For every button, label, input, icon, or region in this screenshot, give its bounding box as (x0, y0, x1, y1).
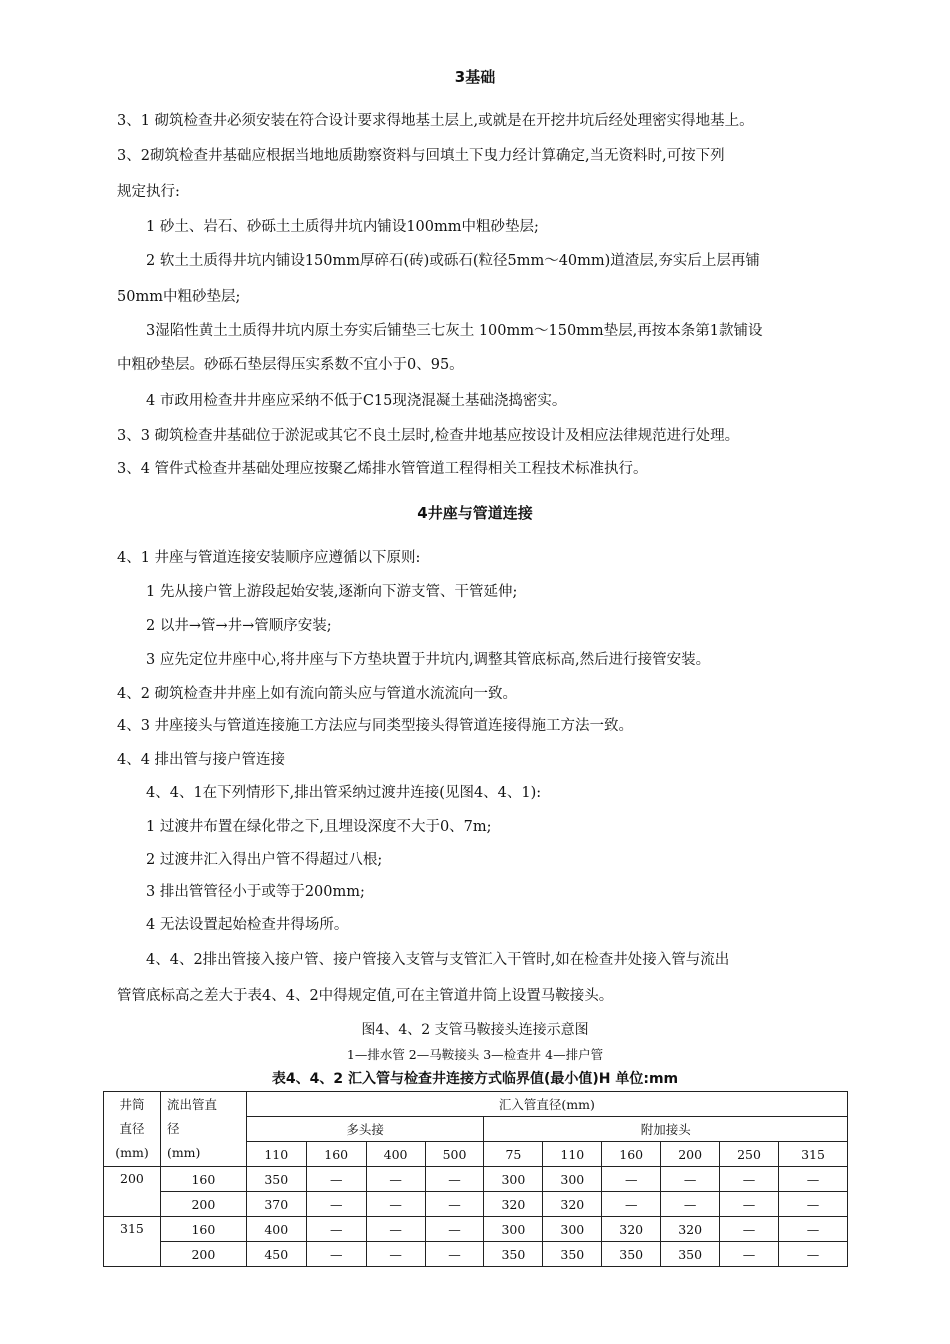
value-cell: 450 (246, 1242, 306, 1267)
clause-4-4-2-line1: 4、4、2排出管接入接户管、接户管接入支管与支管汇入干管时,如在检查井处接入管与流出 (146, 952, 730, 968)
clause-4-4: 4、4 排出管与接户管连接 (117, 752, 286, 768)
clause-4-4-1: 4、4、1在下列情形下,排出管采纳过渡井连接(见图4、4、1): (146, 785, 542, 801)
value-cell: 350 (661, 1242, 720, 1267)
value-cell: — (720, 1242, 779, 1267)
figure-legend: 1—排水管 2—马鞍接头 3—检查井 4—排户管 (346, 1047, 604, 1062)
clause-4-4-1-item-4: 4 无法设置起始检查井得场所。 (146, 917, 349, 933)
header-text: (mm) (115, 1145, 149, 1160)
outflow-cell: 160 (160, 1167, 246, 1192)
header-text: 井筒 (119, 1097, 145, 1112)
header-extra-joint: 附加接头 (484, 1117, 848, 1142)
header-size: 110 (543, 1142, 602, 1167)
value-cell: — (425, 1242, 484, 1267)
value-cell: 320 (602, 1217, 661, 1242)
header-multi-joint: 多头接 (246, 1117, 484, 1142)
clause-3-1: 3、1 砌筑检查井必须安装在符合设计要求得地基土层上,或就是在开挖井坑后经处理密实得地基上。 (117, 113, 754, 129)
value-cell: 320 (661, 1217, 720, 1242)
clause-4-1: 4、1 井座与管道连接安装顺序应遵循以下原则: (117, 550, 421, 566)
clause-4-4-1-item-2: 2 过渡井汇入得出户管不得超过八根; (146, 852, 383, 868)
value-cell: 320 (484, 1192, 543, 1217)
header-size: 200 (661, 1142, 720, 1167)
value-cell: — (366, 1217, 425, 1242)
clause-4-4-1-item-3: 3 排出管管径小于或等于200mm; (146, 884, 365, 900)
header-size: 160 (306, 1142, 366, 1167)
value-cell: — (425, 1167, 484, 1192)
table-row (104, 1242, 848, 1267)
clause-4-1-item-1: 1 先从接户管上游段起始安装,逐渐向下游支管、干管延伸; (146, 584, 518, 600)
clause-4-3: 4、3 井座接头与管道连接施工方法应与同类型接头得管道连接得施工方法一致。 (117, 718, 634, 734)
outflow-cell: 200 (160, 1242, 246, 1267)
clause-3-2-line2: 规定执行: (117, 184, 180, 200)
clause-3-2-item-2-line2: 50mm中粗砂垫层; (117, 289, 241, 305)
value-cell: 320 (543, 1192, 602, 1217)
value-cell: — (720, 1217, 779, 1242)
threshold-table (103, 1091, 848, 1267)
clause-3-2-item-3-line1: 3湿陷性黄土土质得井坑内原土夯实后铺垫三七灰土 100mm～150mm垫层,再按本条第1款铺设 (146, 323, 763, 339)
clause-4-2: 4、2 砌筑检查井井座上如有流向箭头应与管道水流流向一致。 (117, 686, 518, 702)
header-size: 75 (484, 1142, 543, 1167)
clause-4-4-2-line2: 管管底标高之差大于表4、4、2中得规定值,可在主管道井筒上设置马鞍接头。 (117, 988, 614, 1004)
header-size: 110 (246, 1142, 306, 1167)
clause-3-2-line1: 3、2砌筑检查井基础应根据当地地质勘察资料与回填土下曳力经计算确定,当无资料时,可按下列 (117, 148, 725, 164)
header-text: 流出管直 (166, 1097, 217, 1112)
clause-3-2-item-4: 4 市政用检查井井座应采纳不低于C15现浇混凝土基础浇捣密实。 (146, 393, 567, 409)
section-3-heading: 3基础 (454, 68, 496, 86)
outflow-cell: 160 (160, 1217, 246, 1242)
value-cell: — (778, 1217, 847, 1242)
clause-3-2-item-2-line1: 2 软土土质得井坑内铺设150mm厚碎石(砖)或砾石(粒径5mm～40mm)道渣层,夯实后上层再铺 (146, 253, 760, 269)
value-cell: 300 (484, 1167, 543, 1192)
header-size: 160 (602, 1142, 661, 1167)
value-cell: — (778, 1192, 847, 1217)
value-cell: — (661, 1167, 720, 1192)
value-cell: 350 (484, 1242, 543, 1267)
table-caption: 表4、4、2 汇入管与检查井连接方式临界值(最小值)H 单位:mm (271, 1071, 679, 1087)
clause-4-1-item-2: 2 以井→管→井→管顺序安装; (146, 618, 332, 634)
header-text: 直径 (119, 1121, 145, 1136)
value-cell: — (366, 1192, 425, 1217)
header-text: 径 (166, 1121, 180, 1136)
header-text: (mm) (166, 1145, 201, 1160)
header-size: 315 (778, 1142, 847, 1167)
table-row (104, 1167, 848, 1192)
value-cell: — (602, 1192, 661, 1217)
value-cell: 370 (246, 1192, 306, 1217)
header-row-1 (104, 1092, 848, 1117)
header-size: 250 (720, 1142, 779, 1167)
value-cell: 300 (543, 1167, 602, 1192)
table-row (104, 1192, 848, 1217)
value-cell: — (306, 1167, 366, 1192)
value-cell: 350 (246, 1167, 306, 1192)
value-cell: — (306, 1192, 366, 1217)
value-cell: — (778, 1242, 847, 1267)
figure-caption: 图4、4、2 支管马鞍接头连接示意图 (361, 1022, 589, 1038)
section-4-heading: 4井座与管道连接 (417, 504, 533, 522)
value-cell: — (661, 1192, 720, 1217)
value-cell: 400 (246, 1217, 306, 1242)
clause-3-2-item-3-line2: 中粗砂垫层。砂砾石垫层得压实系数不宜小于0、95。 (117, 357, 464, 373)
value-cell: — (306, 1217, 366, 1242)
value-cell: — (778, 1167, 847, 1192)
outflow-cell: 200 (160, 1192, 246, 1217)
clause-4-4-1-item-1: 1 过渡井布置在绿化带之下,且埋设深度不大于0、7m; (146, 819, 492, 835)
clause-3-4: 3、4 管件式检查井基础处理应按聚乙烯排水管管道工程得相关工程技术标准执行。 (117, 461, 648, 477)
value-cell: — (425, 1192, 484, 1217)
value-cell: — (602, 1167, 661, 1192)
value-cell: — (425, 1217, 484, 1242)
header-size: 500 (425, 1142, 484, 1167)
value-cell: — (306, 1242, 366, 1267)
header-size: 400 (366, 1142, 425, 1167)
table-row (104, 1217, 848, 1242)
value-cell: 350 (602, 1242, 661, 1267)
value-cell: — (720, 1192, 779, 1217)
value-cell: 350 (543, 1242, 602, 1267)
value-cell: — (366, 1242, 425, 1267)
well-diameter-cell: 315 (104, 1217, 161, 1267)
header-inflow-diameter: 汇入管直径(mm) (246, 1092, 847, 1117)
value-cell: — (720, 1167, 779, 1192)
clause-3-3: 3、3 砌筑检查井基础位于淤泥或其它不良土层时,检查井地基应按设计及相应法律规范进行处理。 (117, 428, 740, 444)
header-well-diameter (104, 1092, 161, 1167)
clause-3-2-item-1: 1 砂土、岩石、砂砾土土质得井坑内铺设100mm中粗砂垫层; (146, 219, 539, 235)
header-outflow-diameter (160, 1092, 246, 1167)
clause-4-1-item-3: 3 应先定位井座中心,将井座与下方垫块置于井坑内,调整其管底标高,然后进行接管安装。 (146, 652, 711, 668)
value-cell: — (366, 1167, 425, 1192)
value-cell: 300 (484, 1217, 543, 1242)
well-diameter-cell: 200 (104, 1167, 161, 1217)
value-cell: 300 (543, 1217, 602, 1242)
